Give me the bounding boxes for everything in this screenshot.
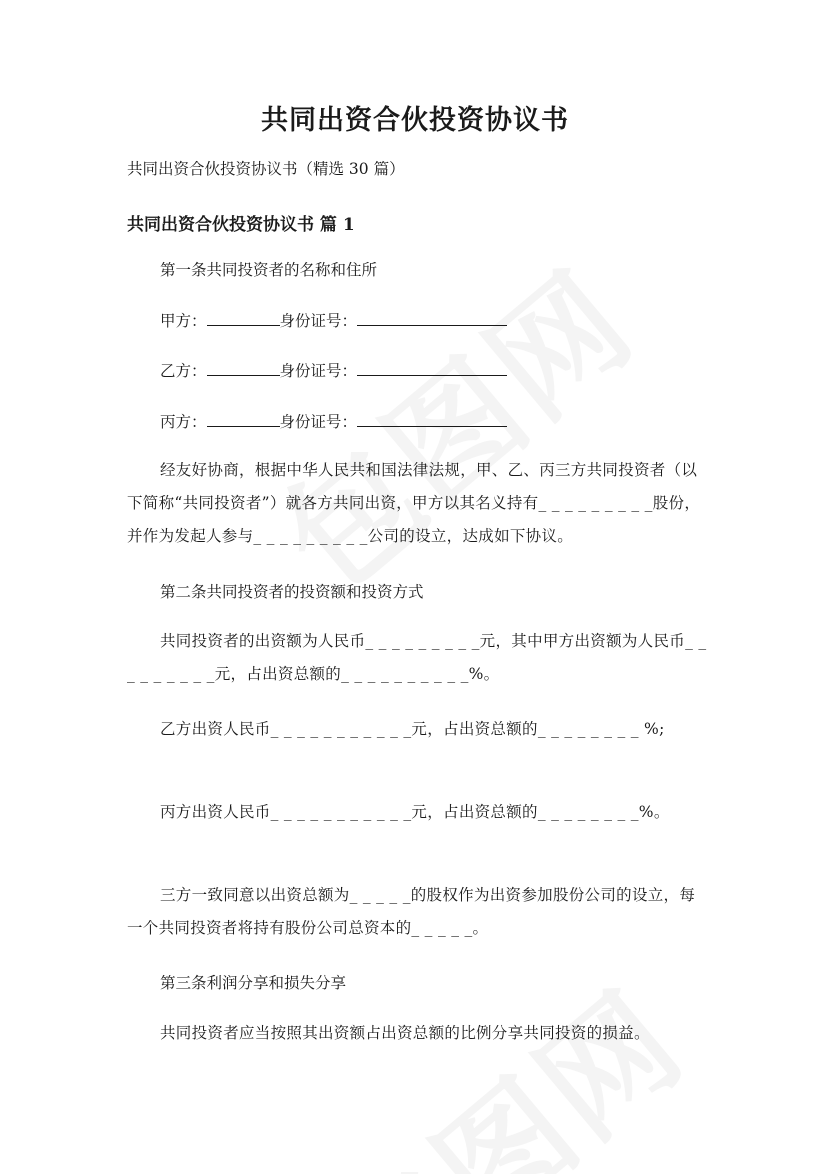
intro-paragraph: 经友好协商，根据中华人民共和国法律法规，甲、乙、丙三方共同投资者（以下简称“共同投资者”）就各方共同出资，甲方以其名义持有_ _ _ _ _ _ _ _ _股份，并作为发起人参与_ _ _ _ _ _ _ _ _公司的设立，达成如下协议。 xyxy=(127,461,701,545)
profit-sharing-paragraph: 共同投资者应当按照其出资额占出资总额的比例分享共同投资的损益。 xyxy=(160,1024,650,1042)
party-a-id-blank xyxy=(357,311,507,326)
party-c-investment-paragraph: 丙方出资人民币_ _ _ _ _ _ _ _ _ _ _元，占出资总额的_ _ _ _ _ _ _ _%。 xyxy=(160,803,670,821)
party-b-label: 乙方： xyxy=(160,362,207,380)
document-subtitle: 共同出资合伙投资协议书（精选 30 篇） xyxy=(127,160,405,178)
watermark xyxy=(287,943,715,1174)
article-1-heading: 第一条共同投资者的名称和住所 xyxy=(160,261,378,279)
party-a-line xyxy=(160,309,507,331)
party-a-label: 甲方： xyxy=(160,312,207,330)
equity-agreement-paragraph: 三方一致同意以出资总额为_ _ _ _ _的股权作为出资参加股份公司的设立，每一个共同投资者将持有股份公司总资本的_ _ _ _ _。 xyxy=(127,886,696,937)
section-heading: 共同出资合伙投资协议书 篇 1 xyxy=(127,215,355,235)
party-a-name-blank xyxy=(207,311,280,326)
article-3-heading: 第三条利润分享和损失分享 xyxy=(160,974,347,992)
party-b-line xyxy=(160,359,507,381)
party-c-id-label: 身份证号： xyxy=(279,413,358,431)
party-b-id-label: 身份证号： xyxy=(279,362,358,380)
party-c-id-blank xyxy=(357,412,507,427)
party-a-id-label: 身份证号： xyxy=(279,312,358,330)
party-b-name-blank xyxy=(207,361,280,376)
party-b-investment-paragraph: 乙方出资人民币_ _ _ _ _ _ _ _ _ _ _元，占出资总额的_ _ _ _ _ _ _ _ %; xyxy=(160,720,665,738)
party-c-line xyxy=(160,410,507,432)
party-b-id-blank xyxy=(357,361,507,376)
article-2-heading: 第二条共同投资者的投资额和投资方式 xyxy=(160,583,424,601)
total-investment-paragraph: 共同投资者的出资额为人民币_ _ _ _ _ _ _ _ _元，其中甲方出资额为人民币_ _ _ _ _ _ _ _ _元，占出资总额的_ _ _ _ _ _ _ _ _ _%。 xyxy=(127,632,707,683)
party-c-name-blank xyxy=(207,412,280,427)
party-c-label: 丙方： xyxy=(160,413,207,431)
document-title: 共同出资合伙投资协议书 xyxy=(261,105,569,136)
